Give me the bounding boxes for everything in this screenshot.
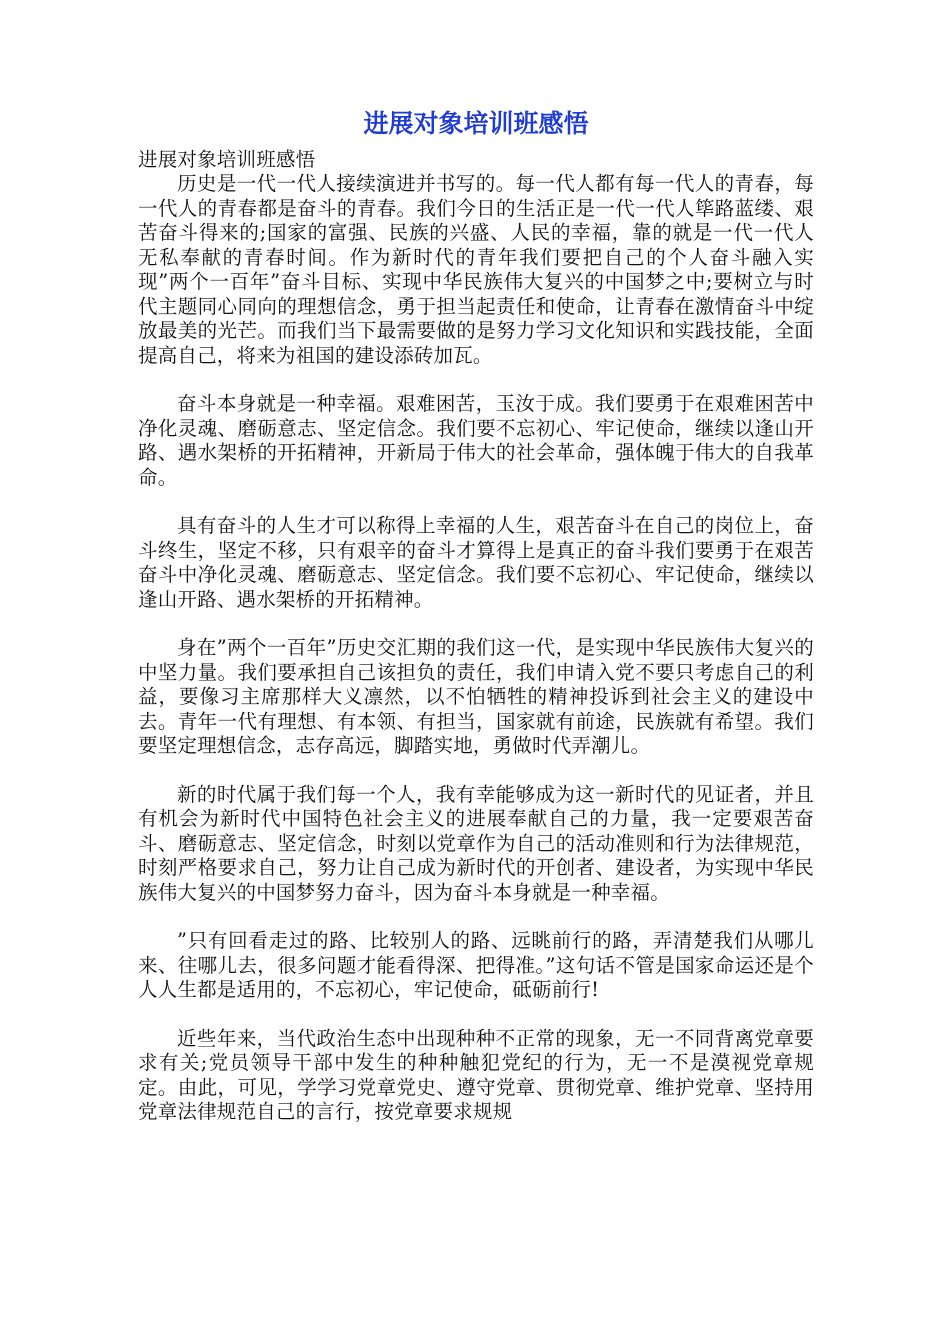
paragraph-3: 具有奋斗的人生才可以称得上幸福的人生，艰苦奋斗在自己的岗位上，奋斗终生，坚定不移，只有艰辛的奋斗才算得上是真正的奋斗我们要勇于在艰苦奋斗中净化灵魂、磨砺意志、坚定信念。我们要不忘初心、牢记使命，继续以逢山开路、遇水架桥的开拓精神。 [138, 514, 814, 611]
paragraph-6: ”只有回看走过的路、比较别人的路、远眺前行的路，弄清楚我们从哪儿来、往哪儿去，很多问题才能看得深、把得准。”这句话不管是国家命运还是个人人生都是适用的，不忘初心，牢记使命，砥砺前行! [138, 929, 814, 1001]
paragraph-5: 新的时代属于我们每一个人，我有幸能够成为这一新时代的见证者，并且有机会为新时代中国特色社会主义的进展奉献自己的力量，我一定要艰苦奋斗、磨砺意志、坚定信念，时刻以党章作为自己的活动准则和行为法律规范，时刻严格要求自己，努力让自己成为新时代的开创者、建设者，为实现中华民族伟大复兴的中国梦努力奋斗，因为奋斗本身就是一种幸福。 [138, 782, 814, 904]
paragraph-1: 历史是一代一代人接续演进并书写的。每一代人都有每一代人的青春，每一代人的青春都是奋斗的青春。我们今日的生活正是一代一代人筚路蓝缕、艰苦奋斗得来的;国家的富强、民族的兴盛、人民的幸福，靠的就是一代一代人无私奉献的青春时间。作为新时代的青年我们要把自己的个人奋斗融入实现”两个一百年”奋斗目标、实现中华民族伟大复兴的中国梦之中;要树立与时代主题同心同向的理想信念，勇于担当起责任和使命，让青春在激情奋斗中绽放最美的光芒。而我们当下最需要做的是努力学习文化知识和实践技能，全面提高自己，将来为祖国的建设添砖加瓦。 [138, 172, 814, 367]
paragraph-7: 近些年来，当代政治生态中出现种种不正常的现象，无一不同背离党章要求有关;党员领导干部中发生的种种触犯党纪的行为，无一不是漠视党章规定。由此，可见，学学习党章党史、遵守党章、贯彻党章、维护党章、坚持用党章法律规范自己的言行，按党章要求规规 [138, 1026, 814, 1123]
document-subtitle: 进展对象培训班感悟 [138, 148, 316, 171]
document-title: 进展对象培训班感悟 [363, 109, 589, 138]
paragraph-4: 身在”两个一百年”历史交汇期的我们这一代，是实现中华民族伟大复兴的中坚力量。我们要承担自己该担负的责任，我们申请入党不要只考虑自己的利益，要像习主席那样大义凛然，以不怕牺牲的精神投诉到社会主义的建设中去。青年一代有理想、有本领、有担当，国家就有前途，民族就有希望。我们要坚定理想信念，志存高远，脚踏实地，勇做时代弄潮儿。 [138, 636, 814, 757]
paragraph-2: 奋斗本身就是一种幸福。艰难困苦，玉汝于成。我们要勇于在艰难困苦中净化灵魂、磨砺意志、坚定信念。我们要不忘初心、牢记使命，继续以逢山开路、遇水架桥的开拓精神，开新局于伟大的社会革命，强体魄于伟大的自我革命。 [138, 392, 814, 489]
document-page [138, 104, 814, 1125]
